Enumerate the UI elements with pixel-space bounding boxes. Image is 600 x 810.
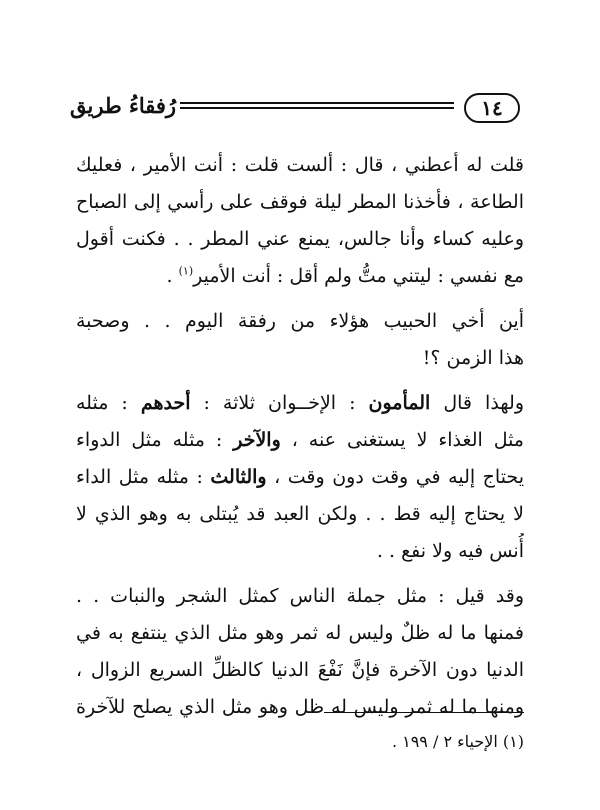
text-line: فمنها ما له ظلٌ وليس له ثمر وهو مثل الذي ينتفع به في xyxy=(76,622,524,644)
text-line: قلت له أعطني ، قال : ألست قلت : أنت الأمير ، فعليك xyxy=(76,154,524,176)
text-run: يحتاج إليه في وقت دون وقت ، xyxy=(266,466,524,488)
paragraph xyxy=(76,147,524,295)
text-line: لا يحتاج إليه قط . . ولكن العبد قد يُبتلى به وهو الذي لا xyxy=(76,503,524,525)
bold-term: والآخر xyxy=(233,429,281,451)
page-body xyxy=(76,147,524,726)
text-run: : مثله xyxy=(76,392,141,414)
text-line xyxy=(76,385,524,422)
text-run: ولهذا قال xyxy=(430,392,524,414)
text-line: وقد قيل : مثل جملة الناس كمثل الشجر والنبات . . xyxy=(76,585,524,607)
footnote: (١) الإحياء ٢ / ١٩٩ . xyxy=(391,732,524,751)
bold-term: والثالث xyxy=(210,466,267,488)
paragraph xyxy=(76,303,524,377)
book-title: رُفقاءُ طريق xyxy=(70,93,177,118)
text-run: : مثله مثل الداء xyxy=(76,466,211,488)
text-line xyxy=(76,459,524,496)
bold-term: أحدهم xyxy=(140,392,191,414)
paragraph xyxy=(76,385,524,570)
text-line: هذا الزمن ؟! xyxy=(422,347,524,369)
text-line: الطاعة ، فأخذنا المطر ليلة فوقف على رأسي إلى الصباح xyxy=(76,191,524,213)
footnote-divider xyxy=(324,712,524,713)
text-run: : مثله مثل الدواء xyxy=(76,429,234,451)
text-line: الدنيا دون الآخرة فإنَّ نَفْعَ الدنيا كالظلِّ السريع الزوال ، xyxy=(76,659,524,681)
text-run: : الإخــوان ثلاثة : xyxy=(190,392,369,414)
text-line: وعليه كساء وأنا جالس، يمنع عني المطر . . فكنت أقول xyxy=(76,228,524,250)
header-rule xyxy=(180,102,454,109)
text-line: ومنها ما له ثمر وليس له ظل وهو مثل الذي يصلح للآخرة xyxy=(76,696,524,718)
page-header xyxy=(70,93,520,129)
text-line xyxy=(76,258,524,295)
text-line: أين أخي الحبيب هؤلاء من رفقة اليوم . . وصحبة xyxy=(76,310,524,332)
paragraph xyxy=(76,578,524,726)
bold-term: المأمون xyxy=(368,392,431,414)
footnote-ref: (١) xyxy=(178,264,194,278)
page-number: ١٤ xyxy=(464,93,520,123)
line-tail: . xyxy=(166,265,179,287)
text-line: أُنس فيه ولا نفع . . xyxy=(376,540,524,562)
text-line xyxy=(76,422,524,459)
line-text: مع نفسي : ليتني متُّ ولم أقل : أنت الأمير xyxy=(193,265,524,287)
text-run: مثل الغذاء لا يستغنى عنه ، xyxy=(280,429,524,451)
